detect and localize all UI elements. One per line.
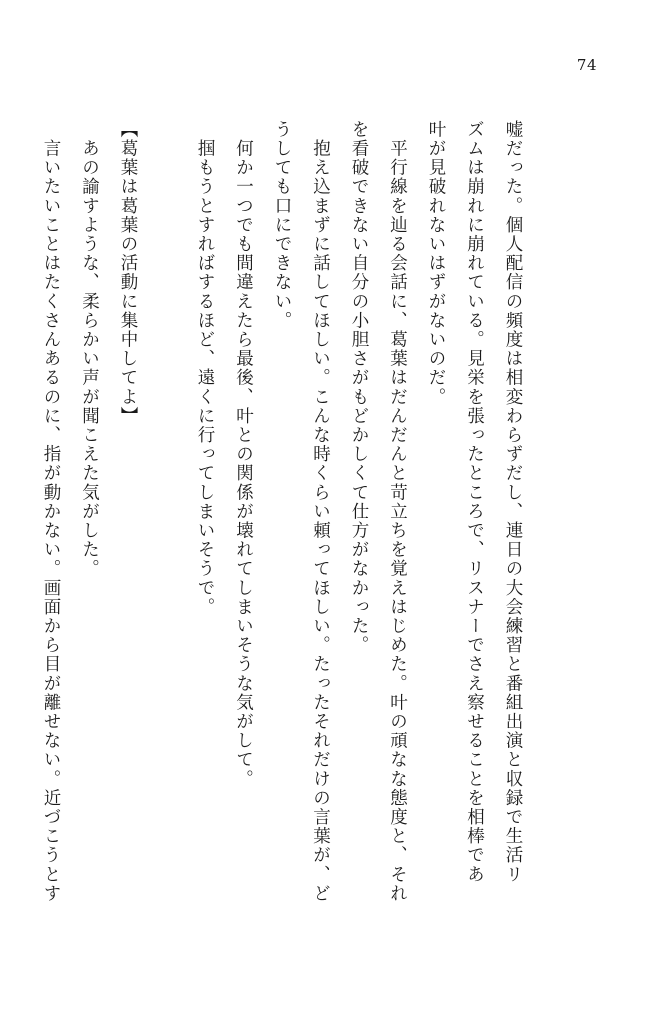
- text-line: 平行線を辿る会話に、葛葉はだんだんと苛立ちを覚えはじめた。叶の頑なな態度と、それ: [387, 120, 408, 904]
- text-line: ズムは崩れに崩れている。見栄を張ったところで、リスナーでさえ察せることを相棒であ: [464, 120, 485, 884]
- text-line: 言いたいことはたくさんあるのに、指が動かない。画面から目が離せない。近づこうとす: [41, 120, 61, 904]
- text-line: 叶が見破れないはずがないのだ。: [426, 120, 446, 407]
- text-line: 抱え込まずに話してほしい。こんな時くらい頼ってほしい。たったそれだけの言葉が、ど: [310, 120, 331, 904]
- blank-line: [147, 120, 186, 960]
- message-line: 【葛葉は葛葉の活動に集中してよ】: [118, 120, 138, 426]
- body-text: [32, 120, 533, 960]
- text-line: あの諭すような、柔らかい声が聞こえた気がした。: [79, 120, 100, 579]
- text-line: 何か一つでも間違えたら最後、叶との関係が壊れてしまいそうな気がして。: [233, 120, 254, 789]
- text-line: 嘘だった。個人配信の頻度は相変わらずだし、連日の大会練習と番組出演と収録で生活リ: [503, 120, 523, 884]
- text-line: うしても口にできない。: [272, 120, 292, 331]
- text-line: を看破できない自分の小胆さがもどかしくて仕方がなかった。: [349, 120, 369, 655]
- text-line: 掴もうとすればするほど、遠くに行ってしまいそうで。: [195, 120, 215, 617]
- page-number: 74: [576, 56, 597, 74]
